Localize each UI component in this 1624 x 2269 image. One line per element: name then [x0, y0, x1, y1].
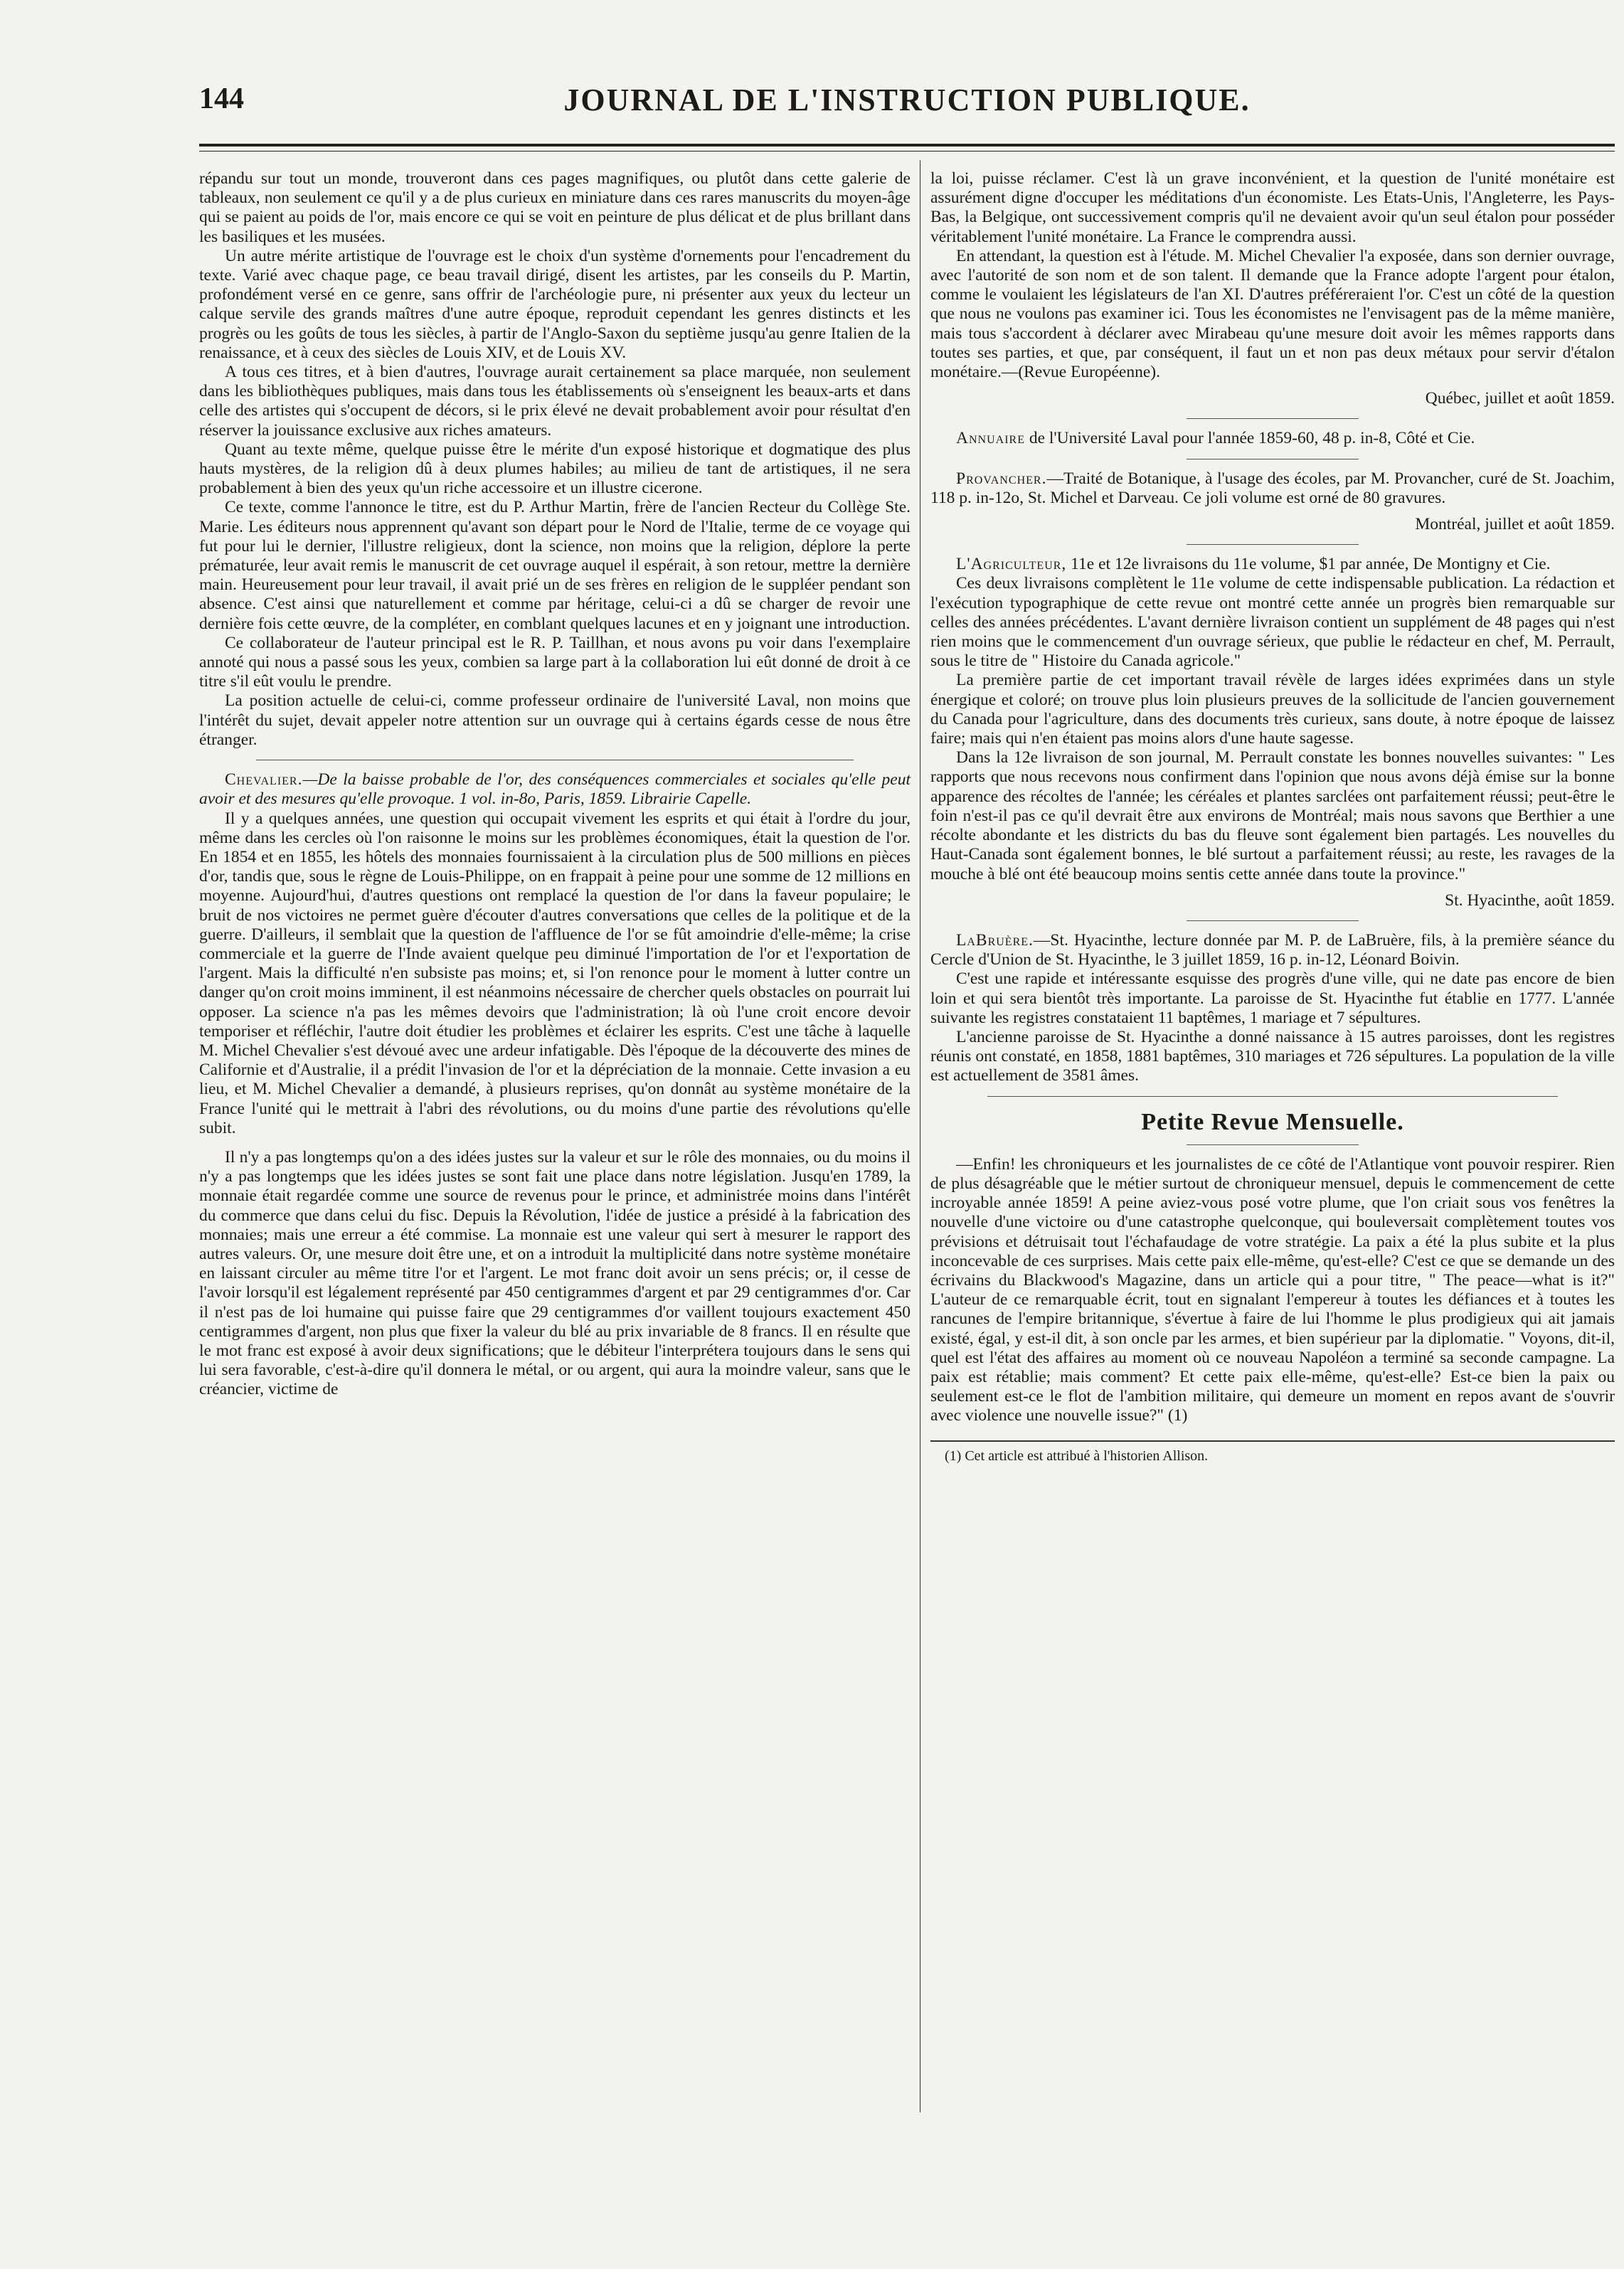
review-title: 11e et 12e livraisons du 11e volume, $1 par année, De Montigny et Cie. — [1066, 555, 1551, 574]
review-entry — [930, 555, 1615, 574]
paragraph: L'ancienne paroisse de St. Hyacinthe a donné naissance à 15 autres paroisses, dont les registres réunis ont constaté, en 1858, 1881 baptêmes, 310 mariages et 726 sépultures. La population de la ville est actuellement de 3581 âmes. — [930, 1027, 1615, 1085]
paragraph: Ce collaborateur de l'auteur principal est le R. P. Taillhan, et nous avons pu voir dans l'exemplaire annoté qui nous a passé sous les yeux, combien sa large part à la collaboration lui eût donné de droit à ce titre s'il eût voulu le prendre. — [199, 633, 911, 691]
paragraph: Quant au texte même, quelque puisse être le mérite d'un exposé historique et dogmatique des plus hauts mystères, de la religion dû à deux plumes habiles; au milieu de tant de artistiques, il ne sera probablement à bien des yeux qu'un riche accessoire et un illustre cicerone. — [199, 440, 911, 498]
footnote-rule — [930, 1440, 1615, 1442]
paragraph: Ce texte, comme l'annonce le titre, est du P. Arthur Martin, frère de l'ancien Recteur du Collège Ste. Marie. Les éditeurs nous apprennent qu'avant son départ pour le Nord de l'Italie, terme de ce voyage qui fut pour lui le dernier, l'illustre religieux, dont la science, non moins que la religion, déplore la perte prématurée, leur avait remis le manuscrit de cet ouvrage auquel il espérait, à son retour, mettre la dernière main. Heureusement pour leur travail, il avait prié un de ses frères en religion de le suppléer pendant son absence. C'est ainsi que naturellement et comme par héritage, celui-ci a dû se charger de revoir une dernière fois cette œuvre, de la compléter, en comblant quelques lacunes et en y joignant une introduction. — [199, 498, 911, 633]
header-rule-thick — [199, 144, 1615, 147]
review-title: —Traité de Botanique, à l'usage des écoles, par M. Provancher, curé de St. Joachim, 118 p. in-12o, St. Michel et Darveau. Ce joli volume est orné de 80 gravures. — [930, 469, 1615, 507]
review-entry — [930, 931, 1615, 969]
separator — [1187, 418, 1359, 419]
page-header — [199, 82, 1615, 132]
page-number: 144 — [199, 83, 244, 115]
dateline: Montréal, juillet et août 1859. — [1415, 515, 1615, 534]
review-title: —St. Hyacinthe, lecture donnée par M. P. de LaBruère, fils, à la première séance du Cercle d'Union de St. Hyacinthe, le 3 juillet 1859, 16 p. in-12, Léonard Boivin. — [930, 930, 1615, 969]
paragraph: répandu sur tout un monde, trouveront dans ces pages magnifiques, ou plutôt dans cette galerie de tableaux, non seulement ce qu'il y a de plus curieux en miniature dans ces rares manuscrits du moyen-âge qui se paient au poids de l'or, mais encore ce qui se voit en peinture de plus délicat et de plus brillant dans les basiliques et les musées. — [199, 169, 911, 246]
review-author: Chevalier. — [225, 770, 303, 790]
paragraph: C'est une rapide et intéressante esquisse des progrès d'une ville, qui ne date pas encore de bien loin et qui sera bientôt très importante. La paroisse de St. Hyacinthe fut établie en 1777. L'année suivante les registres constataient 11 baptêmes, 1 mariage et 7 sépultures. — [930, 969, 1615, 1027]
dateline: Québec, juillet et août 1859. — [1425, 389, 1615, 408]
review-entry — [930, 469, 1615, 508]
left-column — [199, 169, 911, 1400]
paragraph: Dans la 12e livraison de son journal, M. Perrault constate les bonnes nouvelles suivantes: " Les rapports que nous recevons nous confirment dans l'opinion que nous avons déjà émise sur la bonne apparence des récoltes de l'année; les céréales et plantes sarclées ont parfaitement réussi; peut-être le foin n'est-il pas ce qu'il devrait être aux environs de Montréal; mais nous savons que Berthier a une récolte abondante et les districts du bas du fleuve sont également bien partagés. Les nouvelles du Haut-Canada sont également bonnes, le blé surtout a parfaitement réussi; au reste, les ravages de la mouche à blé ont été beaucoup moins sentis cette année dans toute la province." — [930, 748, 1615, 883]
paragraph: Un autre mérite artistique de l'ouvrage est le choix d'un système d'ornements pour l'encadrement du texte. Varié avec chaque page, ce beau travail dirigé, disent les artistes, par les conseils du P. Martin, profondément versé en ce genre, sans offrir de l'archéologie pure, ni présenter aux yeux du lecteur un calque servile des grands maîtres d'une autre époque, reproduit cependant les genres distincts et les progrès ou les goûts de tous les siècles, à partir de l'Anglo-Saxon du septième jusqu'au genre Italien de la renaissance, et à ceux des siècles de Louis XIV, et de Louis XV. — [199, 246, 911, 362]
review-entry — [199, 770, 911, 809]
review-author: Annuaire — [956, 429, 1025, 448]
paragraph: la loi, puisse réclamer. C'est là un grave inconvénient, et la question de l'unité monétaire est assurément digne d'occuper les méditations d'un économiste. Les Etats-Unis, l'Angleterre, les Pays-Bas, la Belgique, ont successivement compris qu'il ne devaient avoir qu'un seul étalon pour posséder véritablement l'unité monétaire. La France le comprendra aussi. — [930, 169, 1615, 246]
review-entry — [930, 429, 1615, 448]
paragraph: Ces deux livraisons complètent le 11e volume de cette indispensable publication. La rédaction et l'exécution typographique de cette revue ont montré cette année un progrès bien remarquable sur celles des années précédentes. L'avant dernière livraison contient un supplément de 48 pages qui n'est rien moins que le commencement d'un ouvrage sérieux, que publie le rédacteur en chef, M. Perrault, sous le titre de " Histoire du Canada agricole." — [930, 574, 1615, 671]
journal-title: JOURNAL DE L'INSTRUCTION PUBLIQUE. — [563, 83, 1251, 117]
separator — [987, 1096, 1558, 1097]
dateline: St. Hyacinthe, août 1859. — [1445, 891, 1615, 910]
section-heading: Petite Revue Mensuelle. — [1141, 1108, 1404, 1135]
footnote: (1) Cet article est attribué à l'historien Allison. — [945, 1447, 1209, 1464]
separator — [1187, 1144, 1359, 1145]
review-title: de l'Université Laval pour l'année 1859-60, 48 p. in-8, Côté et Cie. — [1024, 429, 1475, 448]
paragraph: La position actuelle de celui-ci, comme professeur ordinaire de l'université Laval, non moins que l'intérêt du sujet, devait appeler notre attention sur un ouvrage qui à certains égards cesse de nous être étranger. — [199, 691, 911, 749]
paragraph: A tous ces titres, et à bien d'autres, l'ouvrage aurait certainement sa place marquée, non seulement dans les bibliothèques publiques, mais dans tous les établissements où s'enseignent les beaux-arts et dans celle des artistes qui s'occupent de décors, si le prix élevé ne devait probablement avoir pour résultat d'en réserver la jouissance exclusive aux riches amateurs. — [199, 363, 911, 440]
paragraph: La première partie de cet important travail révèle de larges idées exprimées dans un style énergique et coloré; on trouve plus loin plusieurs preuves de la sollicitude de l'ancien gouvernement du Canada pour l'agriculture, dans des documents très curieux, sans doute, à notre époque de laissez faire; mais qui n'en étaient pas moins alors d'une haute sagesse. — [930, 671, 1615, 748]
header-rule-thin — [199, 151, 1615, 152]
review-author: Provancher. — [956, 469, 1047, 488]
separator — [1187, 920, 1359, 921]
separator — [1187, 544, 1359, 545]
paragraph: En attendant, la question est à l'étude. M. Michel Chevalier l'a exposée, dans son dernier ouvrage, avec l'autorité de son nom et de son talent. Il demande que la France adopte l'argent pour étalon, comme le voulaient les législateurs de l'an XI. D'autres préféreraient l'or. C'est un côté de la question que nous ne voulons pas examiner ici. Tous les économistes ne l'envisagent pas de la même manière, mais tous s'accordent à déclarer avec Mirabeau qu'une mesure doit avoir les mêmes rapports dans toutes ses parties, et que, par conséquent, il faut un et non pas deux métaux pour servir d'étalon monétaire.—(Revue Européenne). — [930, 246, 1615, 382]
paragraph: —Enfin! les chroniqueurs et les journalistes de ce côté de l'Atlantique vont pouvoir respirer. Rien de plus désagréable que le métier surtout de chroniqueur mensuel, depuis le commencement de cette incroyable année 1859! A peine aviez-vous posé votre plume, que l'on criait sous vos fenêtres la nouvelle d'une victoire ou d'une catastrophe quelconque, qui bouleversait complètement toutes vos prévisions et détruisait tout l'échafaudage de votre stratégie. La paix a été la plus subite et la plus inconcevable de ces surprises. Mais cette paix elle-même, qu'est-elle? C'est ce que se demande un des écrivains du Blackwood's Magazine, dans un article qui a pour titre, " The peace—what is it?" L'auteur de ce remarquable écrit, tout en signalant l'empereur à toutes les défiances et à toutes les rancunes de l'empire britannique, s'évertue à faire de lui l'homme le plus prodigieux qui ait jamais existé, égal, y est-il dit, à son oncle par les armes, et bien supérieur par la diplomatie. " Voyons, dit-il, quel est l'état des affaires au moment où ce nouveau Napoléon a terminé sa seconde campagne. La paix est rétablie; mais comment? Et cette paix elle-même, qu'est-elle? Est-ce bien la paix ou seulement est-ce le flot de l'ambition militaire, qui demeure un moment en repos avant de s'ouvrir avec violence une nouvelle issue?" (1) — [930, 1154, 1615, 1425]
paragraph: Il y a quelques années, une question qui occupait vivement les esprits et qui était à l'ordre du jour, même dans les cercles où l'on raisonne le moins sur les problèmes économiques, était la question de l'or. En 1854 et en 1855, les hôtels des monnaies fournissaient à la circulation plus de 500 millions en pièces d'or, tandis que, sous le règne de Louis-Philippe, on en frappait à peine pour une somme de 12 millions en moyenne. Aujourd'hui, d'autres questions ont remplacé la question de l'or dans la faveur populaire; le bruit de nos victoires ne permet guère d'écouter d'autres conversations que celles de la politique et de la guerre. D'ailleurs, il semblait que la question de l'affluence de l'or se fût amoindrie d'elle-même; la crise commerciale et la guerre de l'Inde avaient quelque peu diminué l'importation de l'or et l'exportation de l'argent. Mais la difficulté n'en subsiste pas moins; et, si l'on renonce pour le moment à lutter contre un danger qu'on croit moins imminent, il est néanmoins nécessaire de chercher quels obstacles on pourrait lui opposer. La science n'a pas les mêmes devoirs que l'administration; là où l'une croit encore devoir temporiser et réfléchir, l'autre doit étudier les problèmes et éclairer les esprits. C'est une tâche à laquelle M. Michel Chevalier s'est dévoué avec une ardeur infatigable. Dès l'époque de la découverte des mines de Californie et d'Australie, il a prédit l'invasion de l'or et la dépréciation de la monnaie. Cette invasion a eu lieu, et M. Michel Chevalier a demandé, à plusieurs reprises, qu'on donnât au système monétaire de la France l'unité qui le mettrait à l'abri des révolutions, ou du moins d'une partie des révolutions qu'elle subit. — [199, 809, 911, 1137]
paragraph: Il n'y a pas longtemps qu'on a des idées justes sur la valeur et sur le rôle des monnaies, ou du moins il n'y a pas longtemps que les idées justes se sont fait une place dans notre législation. Jusqu'en 1789, la monnaie était regardée comme une source de revenus pour le prince, et administrée moins dans l'intérêt du commerce que dans celui du fisc. Depuis la Révolution, l'idée de justice a présidé à la fabrication des monnaies; mais une erreur a été commise. La monnaie est une valeur qui sert à mesurer le rapport des autres valeurs. Or, une mesure doit être une, et on a introduit la multiplicité dans notre système monétaire en laissant circuler au même titre l'or et l'argent. Le mot franc doit avoir un sens précis; or, il cesse de l'avoir lorsqu'il est légalement représenté par 450 centigrammes d'argent et par 29 centigrammes d'or. Car il n'est pas de loi humaine qui puisse faire que 29 centigrammes d'or vaillent toujours exactement 450 centigrammes d'argent, non plus que fixer la valeur du blé au prix invariable de 8 francs. Il en résulte que le mot franc est exposé à avoir deux significations; que le débiteur l'interprétera toujours dans le sens qui lui sera favorable, c'est-à-dire qu'il donnera le métal, or ou argent, qui aura la moindre valeur, sans que le créancier, victime de — [199, 1147, 911, 1399]
right-column — [930, 169, 1615, 1465]
review-author: L'Agriculteur, — [956, 555, 1067, 574]
review-title: —De la baisse probable de l'or, des conséquences commerciales et sociales qu'elle peut avoir et des mesures qu'elle provoque. 1 vol. in-8o, Paris, 1859. Librairie Capelle. — [199, 770, 911, 809]
review-author: LaBruère. — [956, 930, 1034, 950]
